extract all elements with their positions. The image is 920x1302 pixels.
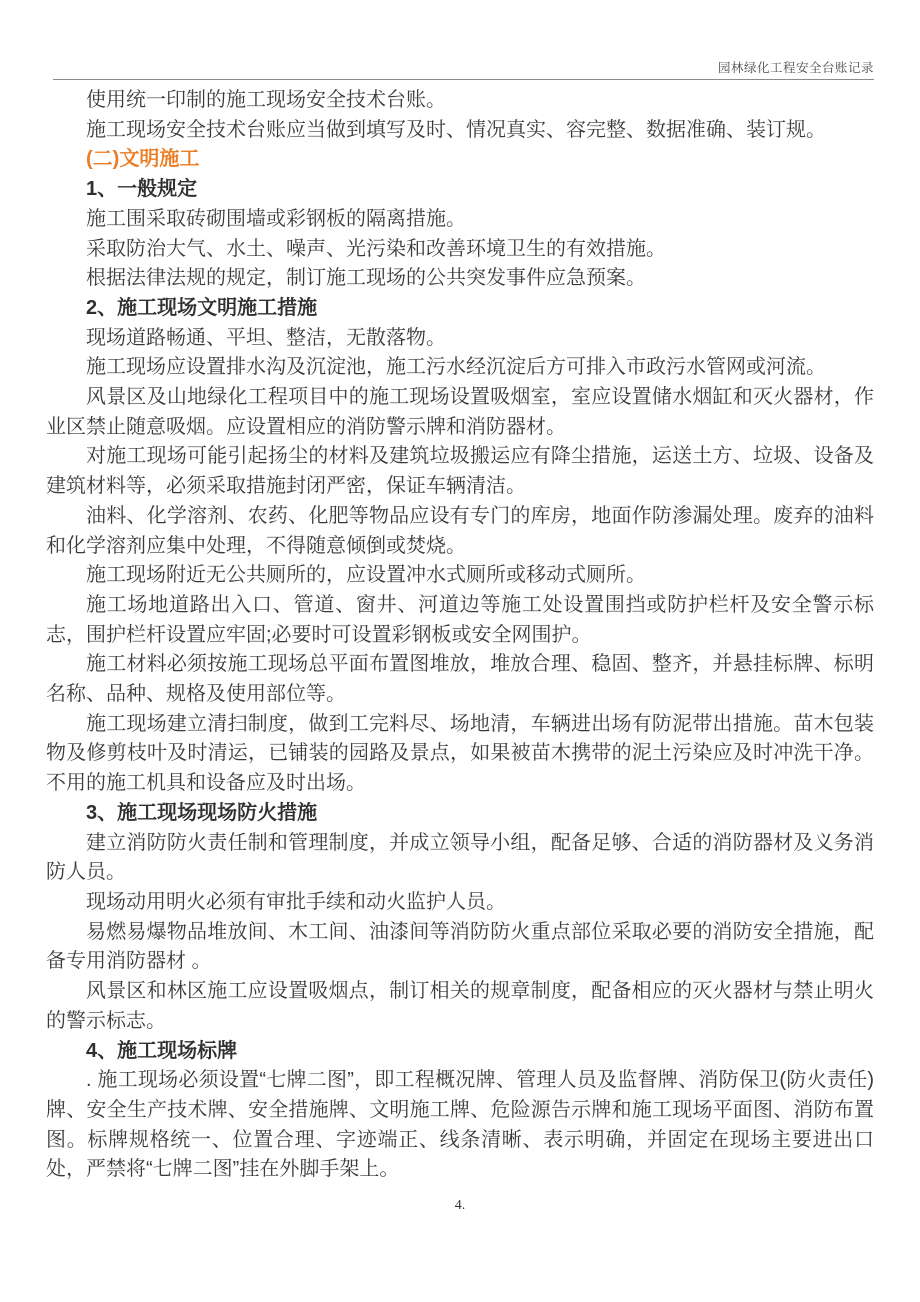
doc-paragraph: 采取防治大气、水土、噪声、光污染和改善环境卫生的有效措施。 [86,237,666,260]
section-heading-civilized-construction: (二)文明施工 [86,148,200,171]
doc-paragraph: 对施工现场可能引起扬尘的材料及建筑垃圾搬运应有降尘措施，运送土方、垃圾、设备及建筑材料等，必须采取措施封闭严密，保证车辆清洁。 [46,445,874,498]
heading-site-civilized-measures: 2、施工现场文明施工措施 [86,296,318,319]
page-number: 4. [454,1198,466,1213]
doc-paragraph: 现场动用明火必须有审批手续和动火监护人员。 [86,890,506,913]
doc-paragraph: 施工现场建立清扫制度，做到工完料尽、场地清，车辆进出场有防泥带出措施。苗木包装物及修剪枝叶及时清运，已铺装的园路及景点，如果被苗木携带的泥土污染应及时冲洗干净。不用的施工机具和设备应及时出场。 [46,712,874,795]
heading-site-signboards: 4、施工现场标牌 [86,1039,238,1062]
header-title: 园林绿化工程安全台账记录 [717,61,874,75]
doc-paragraph: 建立消防防火责任制和管理制度，并成立领导小组，配备足够、合适的消防器材及义务消防人员。 [46,831,874,884]
page-footer [0,1198,920,1214]
doc-paragraph: 施工场地道路出入口、管道、窗井、河道边等施工处设置围挡或防护栏杆及安全警示标志，围护栏杆设置应牢固;必要时可设置彩钢板或安全网围护。 [46,593,874,646]
doc-paragraph: 施工现场安全技术台账应当做到填写及时、情况真实、容完整、数据准确、装订规。 [86,118,826,141]
doc-paragraph: 易燃易爆物品堆放间、木工间、油漆间等消防防火重点部位采取必要的消防安全措施，配备专用消防器材 。 [46,920,874,973]
doc-paragraph: 施工现场应设置排水沟及沉淀池，施工污水经沉淀后方可排入市政污水管网或河流。 [86,356,826,379]
doc-paragraph: 施工围采取砖砌围墙或彩钢板的隔离措施。 [86,207,466,230]
doc-paragraph: 使用统一印制的施工现场安全技术台账。 [86,89,446,111]
doc-paragraph: 风景区和林区施工应设置吸烟点，制订相关的规章制度，配备相应的灭火器材与禁止明火的警示标志。 [46,980,874,1032]
heading-fire-prevention-measures: 3、施工现场现场防火措施 [86,801,318,824]
doc-paragraph: 根据法律法规的规定，制订施工现场的公共突发事件应急预案。 [86,267,646,290]
doc-paragraph: 油料、化学溶剂、农药、化肥等物品应设有专门的库房，地面作防渗漏处理。废弃的油料和化学溶剂应集中处理，不得随意倾倒或焚烧。 [46,504,874,557]
doc-paragraph: . 施工现场必须设置“七牌二图”，即工程概况牌、管理人员及监督牌、消防保卫(防火责任)牌、安全生产技术牌、安全措施牌、文明施工牌、危险源告示牌和施工现场平面图、消防布置图。标牌规格统一、位置合理、字迹端正、线条清晰、表示明确，并固定在现场主要进出口处，严禁将“七牌二图”挂在外脚手架上。 [46,1069,874,1181]
page-header [53,58,874,80]
doc-paragraph: 现场道路畅通、平坦、整洁，无散落物。 [86,326,446,349]
doc-paragraph: 风景区及山地绿化工程项目中的施工现场设置吸烟室，室应设置储水烟缸和灭火器材，作业区禁止随意吸烟。应设置相应的消防警示牌和消防器材。 [46,386,874,438]
document-body [46,86,874,1185]
doc-paragraph: 施工材料必须按施工现场总平面布置图堆放，堆放合理、稳固、整齐，并悬挂标牌、标明名称、品种、规格及使用部位等。 [46,653,874,706]
doc-paragraph: 施工现场附近无公共厕所的，应设置冲水式厕所或移动式厕所。 [86,564,646,587]
heading-general-provisions: 1、一般规定 [86,178,198,201]
